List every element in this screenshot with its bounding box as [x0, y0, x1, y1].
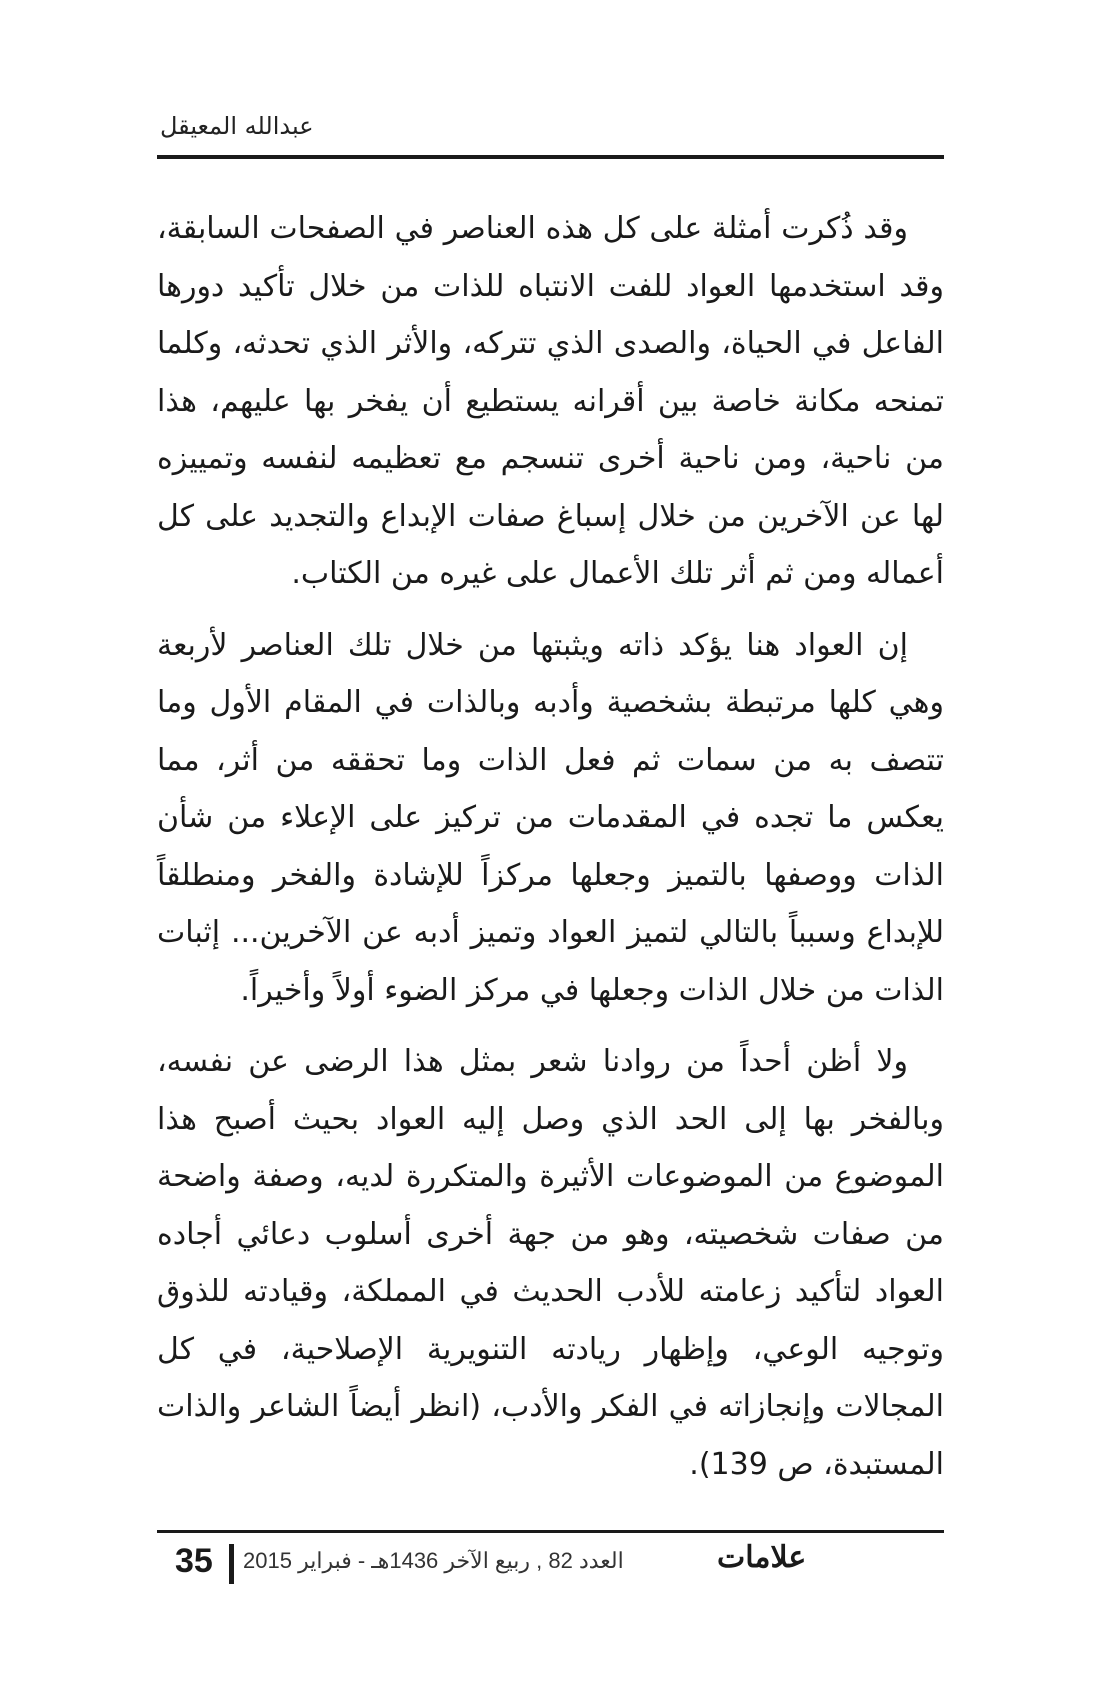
header-rule — [157, 155, 944, 159]
body-text — [157, 200, 944, 1507]
paragraph-1: وقد ذُكرت أمثلة على كل هذه العناصر في الصفحات السابقة، وقد استخدمها العواد للفت الانتباه للذات من خلال تأكيد دورها الفاعل في الحياة، والصدى الذي تتركه، والأثر الذي تحدثه، وكلما تمنحه مكانة خاصة بين أقرانه يستطيع أن يفخر بها عليهم، هذا من ناحية، ومن ناحية أخرى تنسجم مع تعظيمه لنفسه وتمييزه لها عن الآخرين من خلال إسباغ صفات الإبداع والتجديد على كل أعماله ومن ثم أثر تلك الأعمال على غيره من الكتاب. — [157, 211, 944, 591]
issue-info: العدد 82 , ربيع الآخر 1436هـ - فبراير 2015 — [243, 1548, 624, 1573]
footer — [157, 1540, 944, 1590]
page-number: 35 — [175, 1542, 213, 1580]
journal-logo: علامات — [717, 1540, 807, 1575]
page-number-divider — [229, 1544, 234, 1584]
paragraph-2: إن العواد هنا يؤكد ذاته ويثبتها من خلال تلك العناصر لأربعة وهي كلها مرتبطة بشخصية وأدبه وبالذات في المقام الأول وما تتصف به من سمات ثم فعل الذات وما تحققه من أثر، مما يعكس ما تجده في المقدمات من تركيز على الإعلاء من شأن الذات ووصفها بالتميز وجعلها مركزاً للإشادة والفخر ومنطلقاً للإبداع وسبباً بالتالي لتميز العواد وتميز أدبه عن الآخرين... إثبات الذات من خلال الذات وجعلها في مركز الضوء أولاً وأخيراً. — [157, 627, 944, 1008]
author-name: عبدالله المعيقل — [160, 112, 314, 140]
footer-rule — [157, 1530, 944, 1533]
paragraph-3: ولا أظن أحداً من روادنا شعر بمثل هذا الرضى عن نفسه، وبالفخر بها إلى الحد الذي وصل إليه العواد بحيث أصبح هذا الموضوع من الموضوعات الأثيرة والمتكررة لديه، وصفة واضحة من صفات شخصيته، وهو من جهة أخرى أسلوب دعائي أجاده العواد لتأكيد زعامته للأدب الحديث في المملكة، وقيادته للذوق وتوجيه الوعي، وإظهار ريادته التنويرية الإصلاحية، في كل المجالات وإنجازاته في الفكر والأدب، (انظر أيضاً الشاعر والذات المستبدة، ص 139). — [157, 1044, 944, 1482]
